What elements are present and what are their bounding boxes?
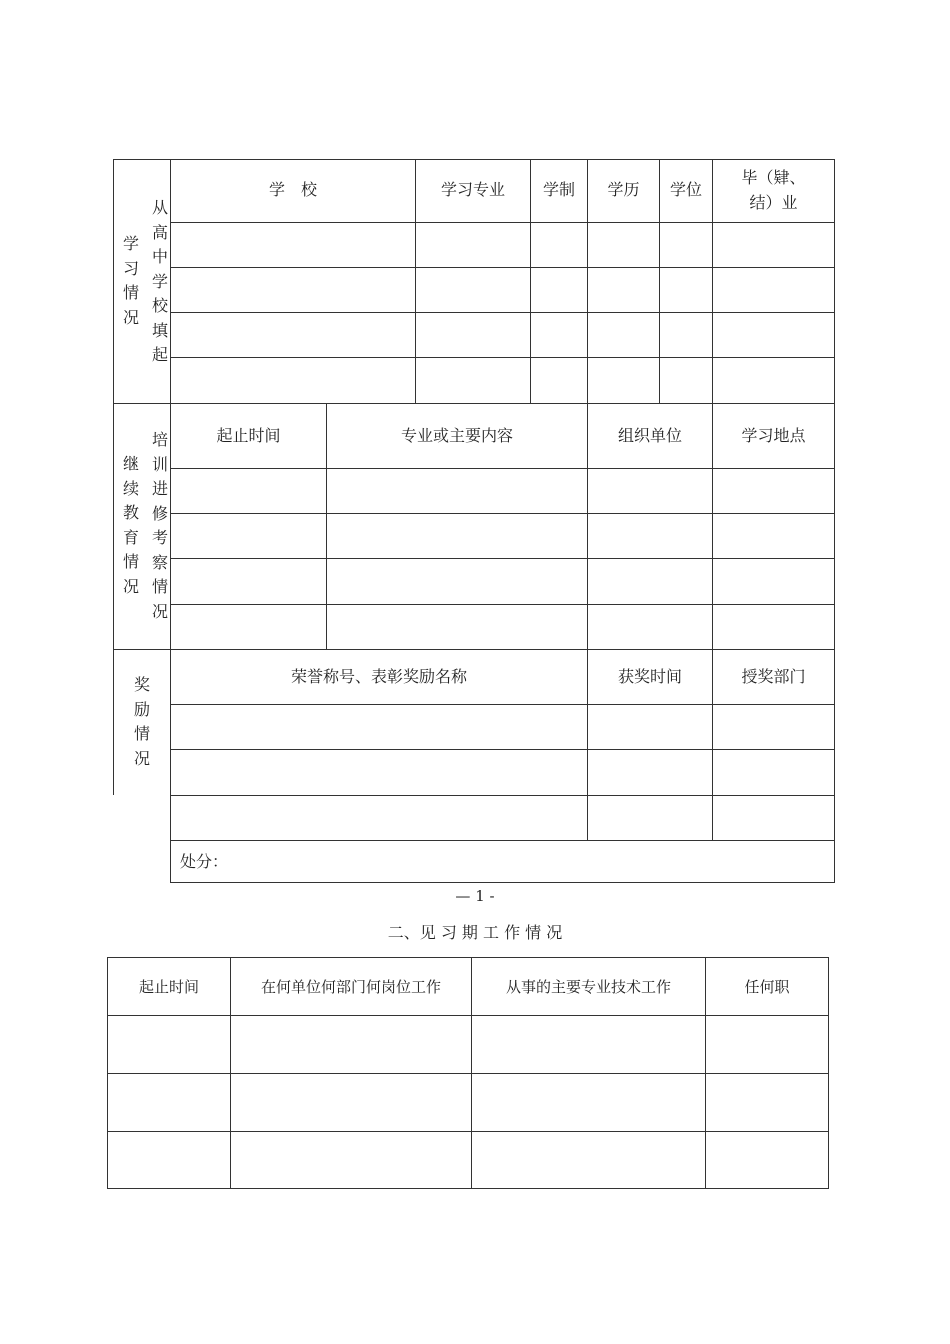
row-line <box>107 1131 829 1132</box>
header-position: 任何职 <box>744 978 790 996</box>
header-award-name: 荣誉称号、表彰奖励名称 <box>290 667 467 686</box>
header-content: 专业或主要内容 <box>400 426 513 445</box>
row-line <box>170 222 835 223</box>
table-border-top <box>113 159 835 160</box>
row-line <box>107 1073 829 1074</box>
table-border-top <box>107 957 829 958</box>
header-location: 学习地点 <box>741 426 806 445</box>
header-degree: 学位 <box>669 180 702 199</box>
header-period: 起止时间 <box>216 426 281 445</box>
page-number: — 1 - <box>455 887 495 905</box>
internship-title: 二、见 习 期 工 作 情 况 <box>387 923 563 942</box>
study-section-label: 学 习 情 况 <box>122 234 139 327</box>
header-school: 学 校 <box>268 180 317 199</box>
row-line <box>170 795 835 796</box>
punishment-label: 处分： <box>180 852 229 871</box>
row-line <box>170 558 835 559</box>
header-period: 起止时间 <box>138 978 199 996</box>
continuing-section-label: 继 续 教 育 情 况 <box>122 454 139 596</box>
study-sub-label: 从 高 中 学 校 填 起 <box>151 198 168 364</box>
row-line <box>170 357 835 358</box>
row-line <box>170 312 835 313</box>
row-line <box>170 840 835 841</box>
row-line <box>170 749 835 750</box>
header-graduation-line2: 结）业 <box>749 193 798 212</box>
header-system: 学制 <box>542 180 575 199</box>
header-graduation-line1: 毕（肄、 <box>741 168 806 187</box>
row-line <box>170 604 835 605</box>
row-line <box>170 267 835 268</box>
row-line <box>107 1015 829 1016</box>
row-line <box>170 704 835 705</box>
header-work: 从事的主要专业技术工作 <box>505 978 671 996</box>
header-award-department: 授奖部门 <box>741 667 806 686</box>
table-border-bottom <box>170 882 835 883</box>
header-education: 学历 <box>607 180 640 199</box>
awards-section-label: 奖 励 情 况 <box>133 675 150 768</box>
header-unit: 在何单位何部门何岗位工作 <box>260 978 441 996</box>
table-border-right <box>828 957 829 1189</box>
section-divider-awards <box>113 649 835 650</box>
table-border-left <box>113 159 114 795</box>
header-award-time: 获奖时间 <box>617 667 682 686</box>
header-major: 学习专业 <box>440 180 505 199</box>
section-divider-continuing <box>113 403 835 404</box>
row-line <box>170 513 835 514</box>
row-line <box>170 468 835 469</box>
continuing-sub-label: 培 训 进 修 考 察 情 况 <box>151 430 168 621</box>
table-border-bottom <box>107 1188 829 1189</box>
header-organizer: 组织单位 <box>617 426 682 445</box>
